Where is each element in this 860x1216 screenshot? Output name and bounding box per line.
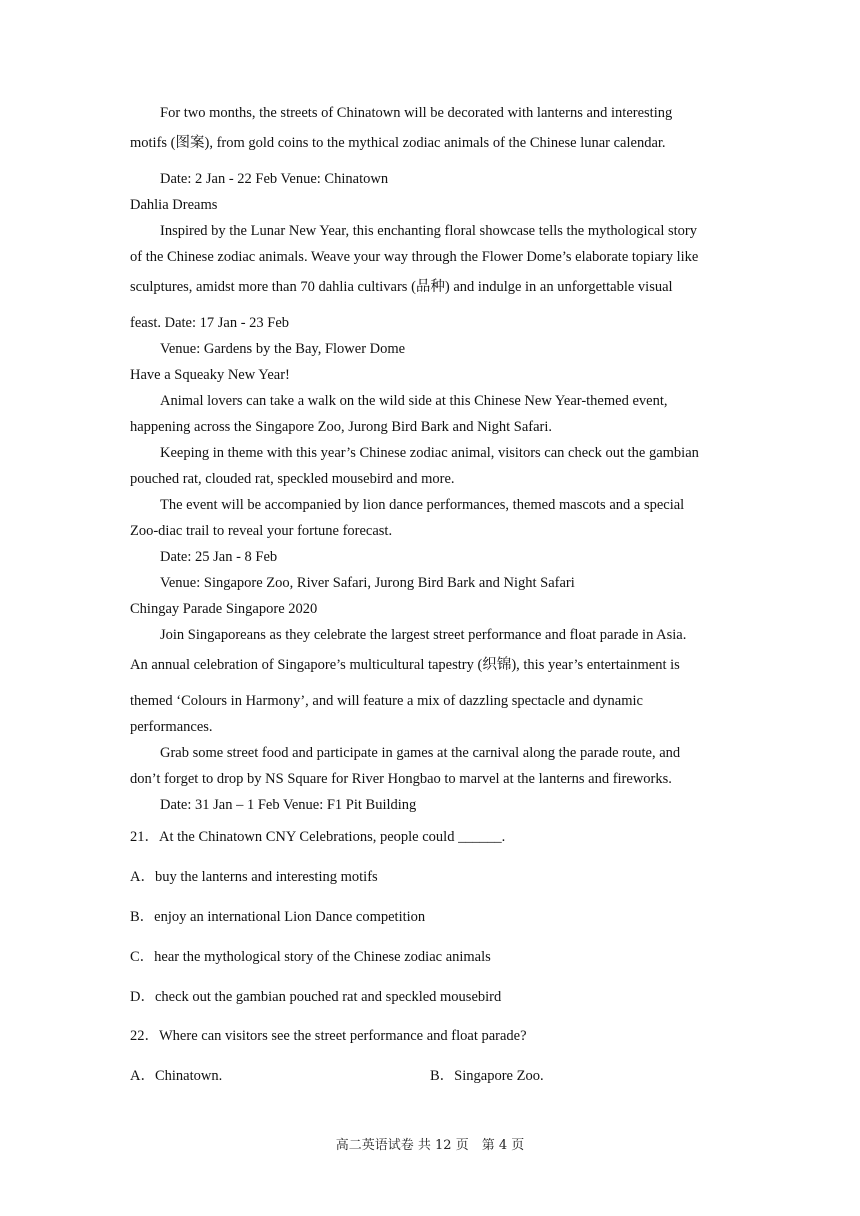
chinatown-line1: For two months, the streets of Chinatown will be decorated with lanterns and interesting (160, 105, 673, 121)
q21-option-b: B．enjoy an international Lion Dance competition (130, 909, 426, 925)
squeaky-p2-line2: pouched rat, clouded rat, speckled mousebird and more. (130, 471, 455, 487)
chingay-p1-line2: An annual celebration of Singapore’s multicultural tapestry (织锦), this year’s entertainment is (130, 657, 680, 673)
squeaky-p2-line1: Keeping in theme with this year’s Chinese zodiac animal, visitors can check out the gambian (160, 445, 699, 461)
chingay-p2-line1: Grab some street food and participate in games at the carnival along the parade route, and (160, 745, 681, 761)
dahlia-line3: sculptures, amidst more than 70 dahlia cultivars (品种) and indulge in an unforgettable visual (130, 279, 673, 295)
chingay-title: Chingay Parade Singapore 2020 (130, 601, 318, 617)
chingay-details: Date: 31 Jan – 1 Feb Venue: F1 Pit Building (160, 797, 417, 813)
chinatown-details: Date: 2 Jan - 22 Feb Venue: Chinatown (160, 171, 389, 187)
q21-option-d: D．check out the gambian pouched rat and speckled mousebird (130, 989, 502, 1005)
question-22: 22．Where can visitors see the street performance and float parade? (130, 1028, 527, 1044)
squeaky-p1-line2: happening across the Singapore Zoo, Jurong Bird Bark and Night Safari. (130, 419, 553, 435)
dahlia-title: Dahlia Dreams (130, 197, 218, 213)
dahlia-line1: Inspired by the Lunar New Year, this enchanting floral showcase tells the mythological story (160, 223, 698, 239)
chinatown-line2: motifs (图案), from gold coins to the mythical zodiac animals of the Chinese lunar calendar. (130, 135, 666, 151)
chingay-p2-line2: don’t forget to drop by NS Square for River Hongbao to marvel at the lanterns and fireworks. (130, 771, 672, 787)
q22-option-b: B．Singapore Zoo. (430, 1068, 544, 1084)
squeaky-venue: Venue: Singapore Zoo, River Safari, Jurong Bird Bark and Night Safari (160, 575, 575, 591)
squeaky-p3-line1: The event will be accompanied by lion dance performances, themed mascots and a special (160, 497, 685, 513)
squeaky-date: Date: 25 Jan - 8 Feb (160, 549, 278, 565)
dahlia-line4: feast. Date: 17 Jan - 23 Feb (130, 315, 290, 331)
q21-option-a: A．buy the lanterns and interesting motifs (130, 869, 378, 885)
chingay-p1-line3: themed ‘Colours in Harmony’, and will feature a mix of dazzling spectacle and dynamic (130, 693, 643, 709)
chingay-p1-line4: performances. (130, 719, 213, 735)
q21-option-c: C．hear the mythological story of the Chinese zodiac animals (130, 949, 491, 965)
page-footer: 高二英语试卷 共 12 页 第 4 页 (335, 1138, 525, 1153)
chingay-p1-line1: Join Singaporeans as they celebrate the largest street performance and float parade in Asia. (160, 627, 687, 643)
dahlia-venue: Venue: Gardens by the Bay, Flower Dome (160, 341, 406, 357)
squeaky-title: Have a Squeaky New Year! (130, 367, 290, 383)
squeaky-p1-line1: Animal lovers can take a walk on the wild side at this Chinese New Year-themed event, (160, 393, 668, 409)
q22-option-a: A．Chinatown. (130, 1068, 223, 1084)
dahlia-line2: of the Chinese zodiac animals. Weave your way through the Flower Dome’s elaborate topiary like (130, 249, 699, 265)
squeaky-p3-line2: Zoo-diac trail to reveal your fortune forecast. (130, 523, 393, 539)
question-21: 21．At the Chinatown CNY Celebrations, people could ______. (130, 829, 506, 845)
